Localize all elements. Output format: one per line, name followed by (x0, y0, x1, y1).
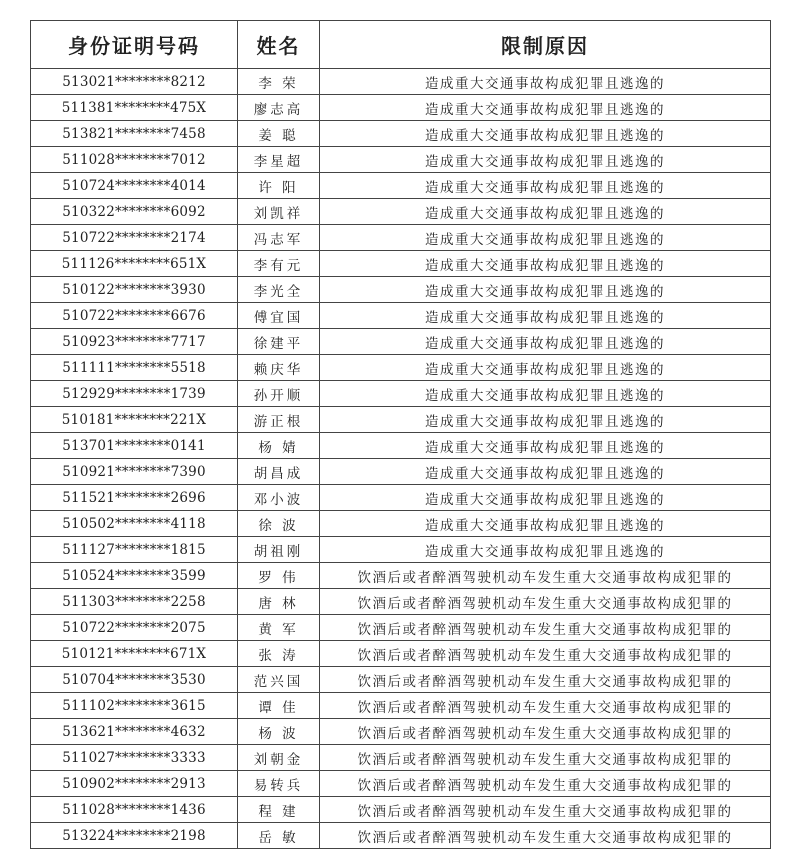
table-header (31, 21, 771, 69)
name-cell: 徐建平 (238, 329, 320, 355)
restriction-reason-cell: 饮酒后或者醉酒驾驶机动车发生重大交通事故构成犯罪的 (320, 563, 771, 589)
table-row (31, 563, 771, 589)
restriction-reason-cell: 造成重大交通事故构成犯罪且逃逸的 (320, 511, 771, 537)
name-cell: 杨 波 (238, 719, 320, 745)
id-number-cell: 511028********7012 (31, 147, 238, 173)
name-cell: 赖庆华 (238, 355, 320, 381)
id-number-cell: 511028********1436 (31, 797, 238, 823)
name-cell: 李光全 (238, 277, 320, 303)
restriction-reason-cell: 饮酒后或者醉酒驾驶机动车发生重大交通事故构成犯罪的 (320, 797, 771, 823)
table-row (31, 303, 771, 329)
id-number-cell: 510722********2075 (31, 615, 238, 641)
table-row (31, 69, 771, 95)
restriction-reason-cell: 造成重大交通事故构成犯罪且逃逸的 (320, 433, 771, 459)
restriction-reason-cell: 造成重大交通事故构成犯罪且逃逸的 (320, 121, 771, 147)
table-row (31, 225, 771, 251)
header-row (31, 21, 771, 69)
header-restriction-reason: 限制原因 (320, 21, 771, 69)
restriction-reason-cell: 饮酒后或者醉酒驾驶机动车发生重大交通事故构成犯罪的 (320, 589, 771, 615)
table-row (31, 95, 771, 121)
table-row (31, 199, 771, 225)
table-row (31, 693, 771, 719)
id-number-cell: 513224********2198 (31, 823, 238, 849)
restriction-reason-cell: 饮酒后或者醉酒驾驶机动车发生重大交通事故构成犯罪的 (320, 719, 771, 745)
restriction-reason-cell: 造成重大交通事故构成犯罪且逃逸的 (320, 147, 771, 173)
restriction-reason-cell: 造成重大交通事故构成犯罪且逃逸的 (320, 537, 771, 563)
name-cell: 胡祖刚 (238, 537, 320, 563)
restriction-reason-cell: 造成重大交通事故构成犯罪且逃逸的 (320, 381, 771, 407)
table-row (31, 407, 771, 433)
table-row (31, 797, 771, 823)
name-cell: 谭 佳 (238, 693, 320, 719)
table-row (31, 667, 771, 693)
name-cell: 冯志军 (238, 225, 320, 251)
restriction-reason-cell: 饮酒后或者醉酒驾驶机动车发生重大交通事故构成犯罪的 (320, 693, 771, 719)
table-row (31, 719, 771, 745)
name-cell: 游正根 (238, 407, 320, 433)
name-cell: 邓小波 (238, 485, 320, 511)
id-number-cell: 513021********8212 (31, 69, 238, 95)
id-number-cell: 511381********475X (31, 95, 238, 121)
id-number-cell: 511027********3333 (31, 745, 238, 771)
restriction-reason-cell: 饮酒后或者醉酒驾驶机动车发生重大交通事故构成犯罪的 (320, 823, 771, 849)
table-row (31, 511, 771, 537)
name-cell: 徐 波 (238, 511, 320, 537)
restriction-reason-cell: 造成重大交通事故构成犯罪且逃逸的 (320, 407, 771, 433)
restriction-reason-cell: 造成重大交通事故构成犯罪且逃逸的 (320, 355, 771, 381)
id-number-cell: 513821********7458 (31, 121, 238, 147)
table-row (31, 641, 771, 667)
table-row (31, 277, 771, 303)
header-name: 姓名 (238, 21, 320, 69)
table-row (31, 173, 771, 199)
table-row (31, 251, 771, 277)
id-number-cell: 510704********3530 (31, 667, 238, 693)
table-row (31, 589, 771, 615)
id-number-cell: 510502********4118 (31, 511, 238, 537)
table-row (31, 537, 771, 563)
table-row (31, 745, 771, 771)
restriction-reason-cell: 造成重大交通事故构成犯罪且逃逸的 (320, 329, 771, 355)
id-number-cell: 511521********2696 (31, 485, 238, 511)
id-number-cell: 510122********3930 (31, 277, 238, 303)
name-cell: 易转兵 (238, 771, 320, 797)
restriction-reason-cell: 造成重大交通事故构成犯罪且逃逸的 (320, 277, 771, 303)
restriction-reason-cell: 饮酒后或者醉酒驾驶机动车发生重大交通事故构成犯罪的 (320, 745, 771, 771)
table-row (31, 381, 771, 407)
name-cell: 傅宜国 (238, 303, 320, 329)
name-cell: 李有元 (238, 251, 320, 277)
table-row (31, 485, 771, 511)
table-row (31, 329, 771, 355)
restriction-reason-cell: 饮酒后或者醉酒驾驶机动车发生重大交通事故构成犯罪的 (320, 771, 771, 797)
restriction-reason-cell: 饮酒后或者醉酒驾驶机动车发生重大交通事故构成犯罪的 (320, 641, 771, 667)
name-cell: 李 荣 (238, 69, 320, 95)
table-body (31, 69, 771, 849)
restriction-list-table (30, 20, 771, 849)
name-cell: 唐 林 (238, 589, 320, 615)
id-number-cell: 510722********6676 (31, 303, 238, 329)
restriction-reason-cell: 造成重大交通事故构成犯罪且逃逸的 (320, 225, 771, 251)
restriction-reason-cell: 造成重大交通事故构成犯罪且逃逸的 (320, 199, 771, 225)
id-number-cell: 510923********7717 (31, 329, 238, 355)
restriction-reason-cell: 饮酒后或者醉酒驾驶机动车发生重大交通事故构成犯罪的 (320, 667, 771, 693)
id-number-cell: 512929********1739 (31, 381, 238, 407)
header-id-number: 身份证明号码 (31, 21, 238, 69)
name-cell: 黄 军 (238, 615, 320, 641)
restriction-reason-cell: 造成重大交通事故构成犯罪且逃逸的 (320, 251, 771, 277)
id-number-cell: 511111********5518 (31, 355, 238, 381)
id-number-cell: 513621********4632 (31, 719, 238, 745)
id-number-cell: 510724********4014 (31, 173, 238, 199)
table-row (31, 433, 771, 459)
id-number-cell: 511127********1815 (31, 537, 238, 563)
id-number-cell: 510722********2174 (31, 225, 238, 251)
name-cell: 刘朝金 (238, 745, 320, 771)
table-row (31, 147, 771, 173)
table-row (31, 459, 771, 485)
restriction-reason-cell: 造成重大交通事故构成犯罪且逃逸的 (320, 69, 771, 95)
name-cell: 孙开顺 (238, 381, 320, 407)
id-number-cell: 510902********2913 (31, 771, 238, 797)
id-number-cell: 513701********0141 (31, 433, 238, 459)
name-cell: 范兴国 (238, 667, 320, 693)
restriction-reason-cell: 造成重大交通事故构成犯罪且逃逸的 (320, 485, 771, 511)
name-cell: 张 涛 (238, 641, 320, 667)
name-cell: 姜 聪 (238, 121, 320, 147)
restriction-reason-cell: 饮酒后或者醉酒驾驶机动车发生重大交通事故构成犯罪的 (320, 615, 771, 641)
table-row (31, 823, 771, 849)
name-cell: 杨 婧 (238, 433, 320, 459)
id-number-cell: 511126********651X (31, 251, 238, 277)
restriction-reason-cell: 造成重大交通事故构成犯罪且逃逸的 (320, 303, 771, 329)
name-cell: 廖志高 (238, 95, 320, 121)
name-cell: 胡昌成 (238, 459, 320, 485)
name-cell: 刘凯祥 (238, 199, 320, 225)
id-number-cell: 510121********671X (31, 641, 238, 667)
restriction-reason-cell: 造成重大交通事故构成犯罪且逃逸的 (320, 95, 771, 121)
id-number-cell: 510181********221X (31, 407, 238, 433)
id-number-cell: 510524********3599 (31, 563, 238, 589)
id-number-cell: 510322********6092 (31, 199, 238, 225)
table-row (31, 615, 771, 641)
table-row (31, 121, 771, 147)
name-cell: 罗 伟 (238, 563, 320, 589)
name-cell: 李星超 (238, 147, 320, 173)
table-row (31, 771, 771, 797)
restriction-reason-cell: 造成重大交通事故构成犯罪且逃逸的 (320, 459, 771, 485)
id-number-cell: 511102********3615 (31, 693, 238, 719)
restriction-reason-cell: 造成重大交通事故构成犯罪且逃逸的 (320, 173, 771, 199)
name-cell: 程 建 (238, 797, 320, 823)
table-row (31, 355, 771, 381)
name-cell: 许 阳 (238, 173, 320, 199)
name-cell: 岳 敏 (238, 823, 320, 849)
id-number-cell: 510921********7390 (31, 459, 238, 485)
id-number-cell: 511303********2258 (31, 589, 238, 615)
